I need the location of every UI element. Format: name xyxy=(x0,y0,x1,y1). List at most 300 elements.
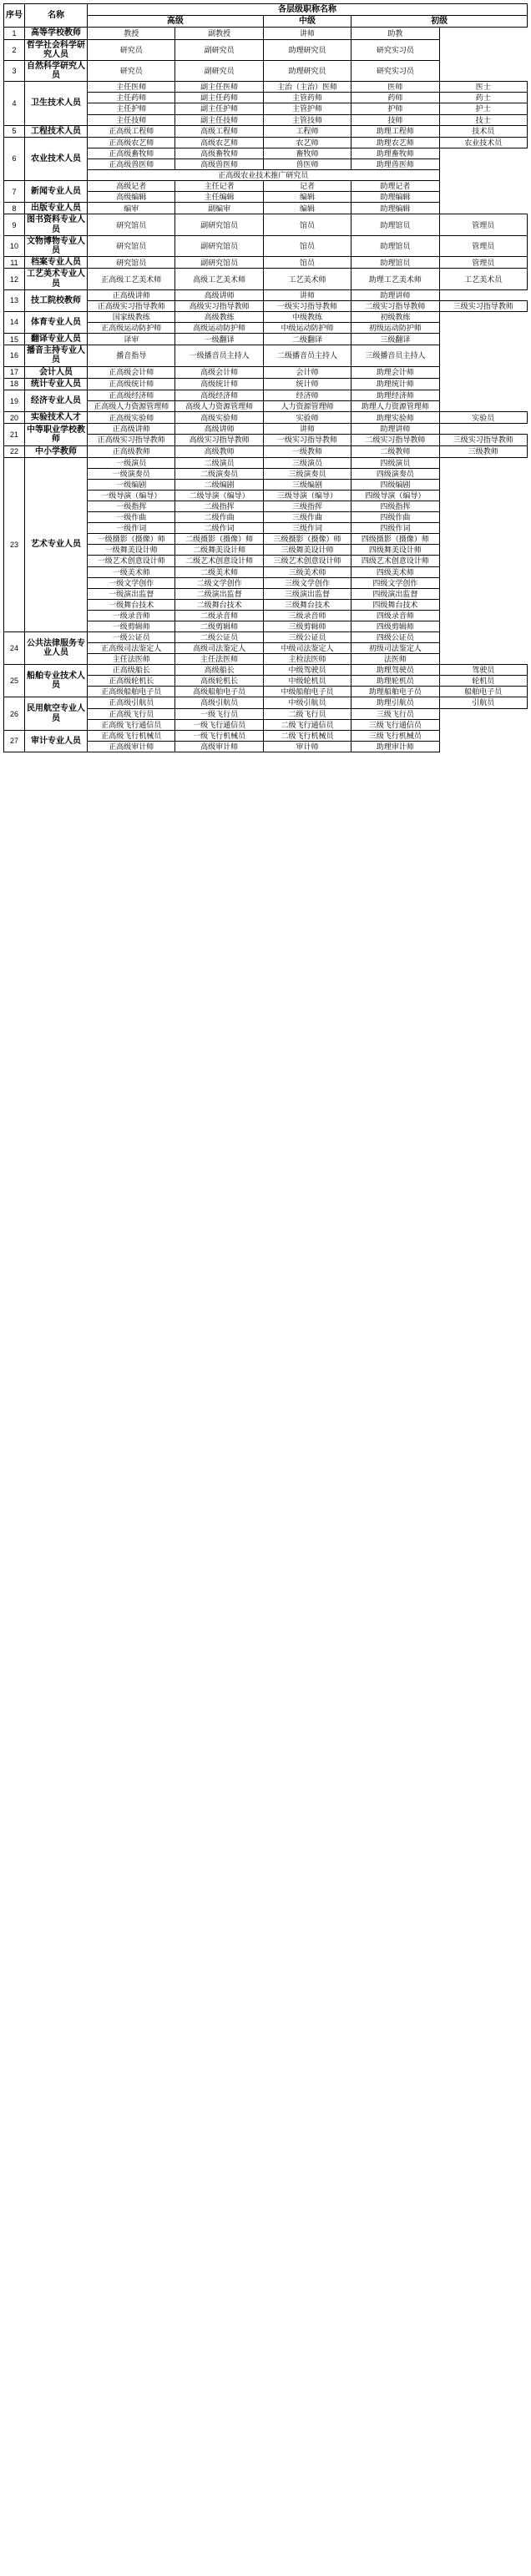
title-cell: 三级作词 xyxy=(263,523,351,534)
table-row xyxy=(4,235,528,256)
title-cell: 四级公证员 xyxy=(351,631,439,642)
title-cell: 正高级人力资源管理师 xyxy=(88,401,175,412)
title-cell: 一级导演（编导） xyxy=(88,490,175,501)
table-row xyxy=(4,125,528,137)
title-cell: 正高级兽医师 xyxy=(88,158,175,169)
row-category: 审计专业人员 xyxy=(25,730,88,752)
title-cell: 助理馆员 xyxy=(351,257,439,269)
title-cell: 高级教师 xyxy=(175,445,263,457)
title-cell: 正高级轮机长 xyxy=(88,676,175,687)
title-cell: 高级运动防护师 xyxy=(175,323,263,334)
title-cell: 高级司法鉴定人 xyxy=(175,643,263,654)
row-category: 自然科学研究人员 xyxy=(25,60,88,81)
title-cell: 三级艺术创意设计师 xyxy=(263,556,351,566)
title-cell: 经济师 xyxy=(263,390,351,401)
title-cell: 正高级引航员 xyxy=(88,697,175,708)
row-category: 中小学教师 xyxy=(25,445,88,457)
row-category: 民用航空专业人员 xyxy=(25,697,88,730)
row-index: 9 xyxy=(4,214,25,235)
title-cell: 正高级审计师 xyxy=(88,741,175,752)
title-cell: 引航员 xyxy=(439,697,527,708)
table-row xyxy=(4,60,528,81)
header-level-mid: 中级 xyxy=(263,16,351,28)
title-cell: 四级录音师 xyxy=(351,610,439,621)
title-cell: 农业技术员 xyxy=(439,137,527,148)
table-row xyxy=(4,311,528,322)
table-row xyxy=(4,378,528,390)
table-row xyxy=(4,445,528,457)
title-cell: 驾驶员 xyxy=(439,665,527,676)
title-cell: 一级教师 xyxy=(263,445,351,457)
title-cell: 讲师 xyxy=(263,289,351,300)
table-row xyxy=(4,214,528,235)
title-cell: 一级飞行通信员 xyxy=(175,719,263,730)
row-category: 哲学社会科学研究人员 xyxy=(25,39,88,60)
title-cell: 四级指挥 xyxy=(351,501,439,512)
title-cell: 助理兽医师 xyxy=(351,158,439,169)
title-cell: 二级播音员主持人 xyxy=(263,345,351,366)
title-cell: 正高级讲师 xyxy=(88,424,175,435)
title-cell: 法医师 xyxy=(351,654,439,665)
row-index: 22 xyxy=(4,445,25,457)
title-cell: 四级导演（编导） xyxy=(351,490,439,501)
title-cell: 助理讲师 xyxy=(351,289,439,300)
title-cell: 中级驾驶员 xyxy=(263,665,351,676)
table-row xyxy=(4,424,528,435)
title-cell: 国家级教练 xyxy=(88,311,175,322)
row-category: 文物博物专业人员 xyxy=(25,235,88,256)
title-cell: 三级录音师 xyxy=(263,610,351,621)
title-cell: 中级引航员 xyxy=(263,697,351,708)
header-index: 序号 xyxy=(4,4,25,28)
title-cell: 初级教练 xyxy=(351,311,439,322)
title-cell: 一级文学创作 xyxy=(88,577,175,588)
title-cell: 三级演奏员 xyxy=(263,468,351,479)
title-cell: 三级作曲 xyxy=(263,512,351,523)
row-index: 7 xyxy=(4,181,25,203)
title-cell: 研究馆员 xyxy=(88,214,175,235)
header-level-junior: 初级 xyxy=(351,16,528,28)
title-cell: 二级作词 xyxy=(175,523,263,534)
title-cell: 统计师 xyxy=(263,378,351,390)
title-cell: 副研究员 xyxy=(175,39,263,60)
title-cell: 研究实习员 xyxy=(351,39,439,60)
title-cell: 高级讲师 xyxy=(175,289,263,300)
title-cell: 三级播音员主持人 xyxy=(351,345,439,366)
title-cell: 一级演出监督 xyxy=(88,588,175,599)
title-cell: 二级飞行员 xyxy=(263,708,351,719)
title-cell: 高级讲师 xyxy=(175,424,263,435)
table-row xyxy=(4,457,528,468)
title-cell: 高级人力资源管理师 xyxy=(175,401,263,412)
title-cell: 正高级畜牧师 xyxy=(88,148,175,158)
title-cell: 中级运动防护师 xyxy=(263,323,351,334)
title-cell: 助理馆员 xyxy=(351,235,439,256)
title-cell: 副主任技师 xyxy=(175,114,263,125)
row-index: 20 xyxy=(4,412,25,424)
title-cell: 主管护师 xyxy=(263,103,351,114)
row-index: 15 xyxy=(4,334,25,345)
table-body xyxy=(4,4,528,752)
title-cell: 一级剪辑师 xyxy=(88,621,175,631)
row-category: 体育专业人员 xyxy=(25,311,88,333)
title-cell: 主任法医师 xyxy=(88,654,175,665)
title-cell: 管理员 xyxy=(439,235,527,256)
title-cell: 四级艺术创意设计师 xyxy=(351,556,439,566)
title-cell: 高级记者 xyxy=(88,181,175,192)
table-row xyxy=(4,345,528,366)
title-cell: 一级飞行机械员 xyxy=(175,730,263,741)
title-table-sheet xyxy=(0,0,531,759)
table-header-row-1 xyxy=(4,4,528,16)
title-cell: 技师 xyxy=(351,114,439,125)
title-cell: 高级轮机长 xyxy=(175,676,263,687)
title-cell: 畜牧师 xyxy=(263,148,351,158)
title-cell: 管理员 xyxy=(439,214,527,235)
title-cell: 副主任医师 xyxy=(175,82,263,93)
row-category: 图书资料专业人员 xyxy=(25,214,88,235)
row-index: 8 xyxy=(4,203,25,214)
title-cell: 正高级统计师 xyxy=(88,378,175,390)
title-cell: 馆员 xyxy=(263,257,351,269)
title-cell: 助理研究员 xyxy=(263,60,351,81)
row-index: 26 xyxy=(4,697,25,730)
title-cell: 二级录音师 xyxy=(175,610,263,621)
title-cell: 正高级工程师 xyxy=(88,125,175,137)
title-cell: 初级运动防护师 xyxy=(351,323,439,334)
title-cell: 三级舞美设计师 xyxy=(263,545,351,556)
title-cell: 三级剪辑师 xyxy=(263,621,351,631)
title-cell: 四级舞台技术 xyxy=(351,599,439,610)
table-row xyxy=(4,665,528,676)
row-index: 17 xyxy=(4,366,25,378)
title-cell: 助理工艺美术师 xyxy=(351,269,439,289)
title-cell: 四级作曲 xyxy=(351,512,439,523)
title-cell: 主任编辑 xyxy=(175,192,263,203)
title-cell: 实验师 xyxy=(263,412,351,424)
title-cell: 四级美术师 xyxy=(351,566,439,577)
title-cell: 二级演员 xyxy=(175,457,263,468)
title-cell: 会计师 xyxy=(263,366,351,378)
title-cell: 教授 xyxy=(88,28,175,39)
title-cell: 四级演员 xyxy=(351,457,439,468)
title-cell: 正高级船长 xyxy=(88,665,175,676)
title-cell: 副主任药师 xyxy=(175,93,263,103)
title-cell: 高级实习指导教师 xyxy=(175,300,263,311)
title-cell: 一级演员 xyxy=(88,457,175,468)
title-cell: 副主任护师 xyxy=(175,103,263,114)
title-cell: 助理记者 xyxy=(351,181,439,192)
title-cell: 三级翻译 xyxy=(351,334,439,345)
row-category: 出版专业人员 xyxy=(25,203,88,214)
row-category: 新闻专业人员 xyxy=(25,181,88,203)
table-row xyxy=(4,334,528,345)
row-category: 实验技术人才 xyxy=(25,412,88,424)
header-levels-group: 各层级职称名称 xyxy=(88,4,528,16)
row-category: 工艺美术专业人员 xyxy=(25,269,88,289)
title-cell: 高级实习指导教师 xyxy=(175,435,263,445)
table-row xyxy=(4,412,528,424)
title-cell: 高级会计师 xyxy=(175,366,263,378)
title-cell: 助理引航员 xyxy=(351,697,439,708)
table-row xyxy=(4,82,528,93)
title-cell: 三级导演（编导） xyxy=(263,490,351,501)
row-index: 14 xyxy=(4,311,25,333)
title-cell: 正高级飞行通信员 xyxy=(88,719,175,730)
table-row xyxy=(4,137,528,148)
title-cell: 助理讲师 xyxy=(351,424,439,435)
row-category: 艺术专业人员 xyxy=(25,457,88,631)
title-cell: 二级编剧 xyxy=(175,479,263,490)
title-cell: 高级船长 xyxy=(175,665,263,676)
title-cell: 高级畜牧师 xyxy=(175,148,263,158)
row-category: 中等职业学校教师 xyxy=(25,424,88,445)
title-cell: 正高级会计师 xyxy=(88,366,175,378)
title-cell: 三级演员 xyxy=(263,457,351,468)
title-cell: 高级实验师 xyxy=(175,412,263,424)
title-cell: 主任医师 xyxy=(88,82,175,93)
title-cell: 正高级运动防护师 xyxy=(88,323,175,334)
title-cell: 中级轮机员 xyxy=(263,676,351,687)
title-cell: 三级教师 xyxy=(439,445,527,457)
row-category: 卫生技术人员 xyxy=(25,82,88,125)
title-cell: 四级演奏员 xyxy=(351,468,439,479)
row-category: 档案专业人员 xyxy=(25,257,88,269)
title-cell: 播音指导 xyxy=(88,345,175,366)
title-cell: 编辑 xyxy=(263,192,351,203)
title-cell: 正高级农业技术推广研究员 xyxy=(88,170,440,181)
title-cell: 护师 xyxy=(351,103,439,114)
row-index: 18 xyxy=(4,378,25,390)
title-cell: 助理编辑 xyxy=(351,192,439,203)
title-cell: 馆员 xyxy=(263,235,351,256)
title-cell: 正高级实习指导教师 xyxy=(88,435,175,445)
title-cell: 高级农艺师 xyxy=(175,137,263,148)
title-cell: 二级实习指导教师 xyxy=(351,435,439,445)
title-cell: 正高级司法鉴定人 xyxy=(88,643,175,654)
title-cell: 助教 xyxy=(351,28,439,39)
title-cell: 工程师 xyxy=(263,125,351,137)
title-cell: 主任技师 xyxy=(88,114,175,125)
title-cell: 主检法医师 xyxy=(263,654,351,665)
title-cell: 主任药师 xyxy=(88,93,175,103)
title-cell: 三级公证员 xyxy=(263,631,351,642)
title-cell: 四级摄影（摄像）师 xyxy=(351,534,439,545)
title-cell: 三级舞台技术 xyxy=(263,599,351,610)
title-cell: 二级教师 xyxy=(351,445,439,457)
row-index: 16 xyxy=(4,345,25,366)
title-cell: 一级指挥 xyxy=(88,501,175,512)
row-category: 高等学校教师 xyxy=(25,28,88,39)
title-cell: 助理驾驶员 xyxy=(351,665,439,676)
title-cell: 高级教练 xyxy=(175,311,263,322)
title-cell: 高级审计师 xyxy=(175,741,263,752)
title-cell: 二级作曲 xyxy=(175,512,263,523)
row-category: 经济专业人员 xyxy=(25,390,88,412)
title-cell: 研究馆员 xyxy=(88,257,175,269)
title-cell: 中级船舶电子员 xyxy=(263,687,351,697)
title-cell: 助理工程师 xyxy=(351,125,439,137)
row-category: 统计专业人员 xyxy=(25,378,88,390)
title-cell: 一级舞台技术 xyxy=(88,599,175,610)
title-cell: 一级翻译 xyxy=(175,334,263,345)
title-cell: 讲师 xyxy=(263,28,351,39)
title-cell: 一级舞美设计师 xyxy=(88,545,175,556)
row-index: 10 xyxy=(4,235,25,256)
title-cell: 二级美术师 xyxy=(175,566,263,577)
title-cell: 助理人力资源管理师 xyxy=(351,401,439,412)
title-cell: 高级工程师 xyxy=(175,125,263,137)
title-cell: 中级司法鉴定人 xyxy=(263,643,351,654)
title-cell: 二级飞行通信员 xyxy=(263,719,351,730)
title-cell: 三级实习指导教师 xyxy=(439,300,527,311)
title-cell: 编审 xyxy=(88,203,175,214)
title-cell: 技术员 xyxy=(439,125,527,137)
title-cell: 三级实习指导教师 xyxy=(439,435,527,445)
row-category: 播音主持专业人员 xyxy=(25,345,88,366)
title-cell: 三级飞行员 xyxy=(351,708,439,719)
title-cell: 研究实习员 xyxy=(351,60,439,81)
table-row xyxy=(4,269,528,289)
row-index: 2 xyxy=(4,39,25,60)
title-cell: 管理员 xyxy=(439,257,527,269)
professional-title-table xyxy=(3,3,528,752)
title-cell: 高级工艺美术师 xyxy=(175,269,263,289)
title-cell: 研究馆员 xyxy=(88,235,175,256)
title-cell: 研究员 xyxy=(88,60,175,81)
title-cell: 助理会计师 xyxy=(351,366,439,378)
row-index: 1 xyxy=(4,28,25,39)
title-cell: 二级演出监督 xyxy=(175,588,263,599)
row-category: 翻译专业人员 xyxy=(25,334,88,345)
title-cell: 一级美术师 xyxy=(88,566,175,577)
title-cell: 中级教练 xyxy=(263,311,351,322)
table-row xyxy=(4,366,528,378)
title-cell: 工艺美术师 xyxy=(263,269,351,289)
title-cell: 二级剪辑师 xyxy=(175,621,263,631)
title-cell: 助理船舶电子员 xyxy=(351,687,439,697)
title-cell: 医师 xyxy=(351,82,439,93)
header-category: 名称 xyxy=(25,4,88,28)
title-cell: 副研究员 xyxy=(175,60,263,81)
title-cell: 主管药师 xyxy=(263,93,351,103)
title-cell: 护士 xyxy=(439,103,527,114)
row-index: 23 xyxy=(4,457,25,631)
row-category: 技工院校教师 xyxy=(25,289,88,311)
title-cell: 助理审计师 xyxy=(351,741,439,752)
title-cell: 一级飞行员 xyxy=(175,708,263,719)
title-cell: 四级文学创作 xyxy=(351,577,439,588)
title-cell: 二级舞美设计师 xyxy=(175,545,263,556)
title-cell: 四级舞美设计师 xyxy=(351,545,439,556)
row-index: 24 xyxy=(4,631,25,664)
table-row xyxy=(4,257,528,269)
title-cell: 正高级工艺美术师 xyxy=(88,269,175,289)
row-category: 农业技术人员 xyxy=(25,137,88,180)
table-row xyxy=(4,181,528,192)
title-cell: 二级文学创作 xyxy=(175,577,263,588)
title-cell: 助理编辑 xyxy=(351,203,439,214)
title-cell: 医士 xyxy=(439,82,527,93)
row-index: 3 xyxy=(4,60,25,81)
title-cell: 三级飞行通信员 xyxy=(351,719,439,730)
title-cell: 二级艺术创意设计师 xyxy=(175,556,263,566)
title-cell: 研究员 xyxy=(88,39,175,60)
title-cell: 助理研究员 xyxy=(263,39,351,60)
title-cell: 工艺美术员 xyxy=(439,269,527,289)
title-cell: 高级编辑 xyxy=(88,192,175,203)
row-category: 公共法律服务专业人员 xyxy=(25,631,88,664)
title-cell: 助理统计师 xyxy=(351,378,439,390)
title-cell: 船舶电子员 xyxy=(439,687,527,697)
title-cell: 农艺师 xyxy=(263,137,351,148)
title-cell: 一级演奏员 xyxy=(88,468,175,479)
title-cell: 副编审 xyxy=(175,203,263,214)
title-cell: 正高级实习指导教师 xyxy=(88,300,175,311)
title-cell: 初级司法鉴定人 xyxy=(351,643,439,654)
row-index: 5 xyxy=(4,125,25,137)
title-cell: 药士 xyxy=(439,93,527,103)
title-cell: 高级经济师 xyxy=(175,390,263,401)
title-cell: 副研究馆员 xyxy=(175,235,263,256)
title-cell: 三级指挥 xyxy=(263,501,351,512)
row-index: 4 xyxy=(4,82,25,125)
title-cell: 审计师 xyxy=(263,741,351,752)
table-row xyxy=(4,390,528,401)
title-cell: 一级公证员 xyxy=(88,631,175,642)
title-cell: 二级摄影（摄像）师 xyxy=(175,534,263,545)
title-cell: 副研究馆员 xyxy=(175,257,263,269)
title-cell: 高级兽医师 xyxy=(175,158,263,169)
table-row xyxy=(4,28,528,39)
title-cell: 高级统计师 xyxy=(175,378,263,390)
row-index: 11 xyxy=(4,257,25,269)
title-cell: 实验员 xyxy=(439,412,527,424)
title-cell: 助理馆员 xyxy=(351,214,439,235)
title-cell: 正高级农艺师 xyxy=(88,137,175,148)
row-index: 19 xyxy=(4,390,25,412)
title-cell: 编辑 xyxy=(263,203,351,214)
title-cell: 正高级经济师 xyxy=(88,390,175,401)
title-cell: 二级公证员 xyxy=(175,631,263,642)
row-index: 12 xyxy=(4,269,25,289)
title-cell: 轮机员 xyxy=(439,676,527,687)
title-cell: 主治（主治）医师 xyxy=(263,82,351,93)
title-cell: 一级实习指导教师 xyxy=(263,300,351,311)
title-cell: 二级翻译 xyxy=(263,334,351,345)
row-index: 13 xyxy=(4,289,25,311)
title-cell: 二级飞行机械员 xyxy=(263,730,351,741)
title-cell: 三级飞行机械员 xyxy=(351,730,439,741)
title-cell: 助理实验师 xyxy=(351,412,439,424)
title-cell: 助理轮机员 xyxy=(351,676,439,687)
title-cell: 四级剪辑师 xyxy=(351,621,439,631)
row-index: 25 xyxy=(4,665,25,697)
title-cell: 一级摄影（摄像）师 xyxy=(88,534,175,545)
title-cell: 三级演出监督 xyxy=(263,588,351,599)
title-cell: 正高级飞行员 xyxy=(88,708,175,719)
title-cell: 高级船舶电子员 xyxy=(175,687,263,697)
title-cell: 正高级船舶电子员 xyxy=(88,687,175,697)
title-cell: 助理农艺师 xyxy=(351,137,439,148)
row-category: 船舶专业技术人员 xyxy=(25,665,88,697)
title-cell: 记者 xyxy=(263,181,351,192)
title-cell: 助理畜牧师 xyxy=(351,148,439,158)
title-cell: 高级引航员 xyxy=(175,697,263,708)
title-cell: 一级作词 xyxy=(88,523,175,534)
title-cell: 副教授 xyxy=(175,28,263,39)
title-cell: 一级作曲 xyxy=(88,512,175,523)
